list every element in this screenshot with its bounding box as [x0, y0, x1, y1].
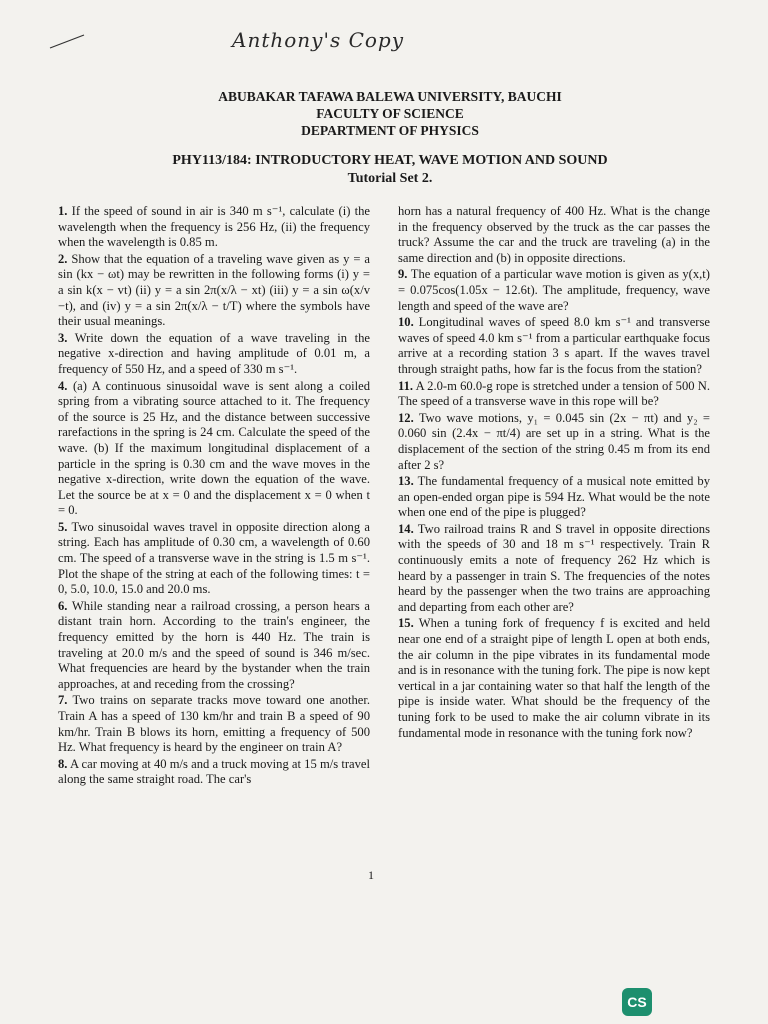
right-column [398, 204, 710, 789]
institution-header [150, 88, 630, 139]
course-title: PHY113/184: INTRODUCTORY HEAT, WAVE MOTION AND SOUND [172, 153, 608, 168]
question-item: 10. Longitudinal waves of speed 8.0 km s⁻¹ and transverse waves of speed 4.0 km s⁻¹ from a particular earthquake focus arrive at a recording station 3 s apart. If the waves travel through straight paths, how far is the focus from the station? [398, 315, 710, 376]
question-item: horn has a natural frequency of 400 Hz. What is the change in the frequency observed by the truck as the car passes the truck? Assume the car and the truck are traveling (a) in the same direction and (b) in opposite directions. [398, 204, 710, 265]
question-columns [58, 204, 710, 789]
question-item: 4. (a) A continuous sinusoidal wave is sent along a coiled spring from a vibrating source attached to it. The frequency of the source is 25 Hz, and the distance between successive rarefactions in the spring is 24 cm. Calculate the speed of the wave. (b) If the maximum longitudinal displacement of a particle in the spring is 0.30 cm and the wave moves in the negative x-direction, write down the equation of the wave. Let the source be at x = 0 and the displacement x = 0 when t = 0. [58, 378, 370, 518]
question-item: 9. The equation of a particular wave motion is given as y(x,t) = 0.075cos(1.05x − 12.6t). The amplitude, frequency, wave length and speed of the wave are? [398, 267, 710, 313]
question-item: 1. If the speed of sound in air is 340 m s⁻¹, calculate (i) the wavelength when the frequency is 256 Hz, (ii) the frequency when the wavelength is 0.85 m. [58, 204, 371, 250]
question-item: 15. When a tuning fork of frequency f is excited and held near one end of a straight pipe of length L open at both ends, the air column in the pipe vibrates in its fundamental mode and is in resonance with the tuning fork. The pipe is now kept vertical in a jar containing water so that half the length of the pipe is inside water. What should be the frequency of the tuning fork to be used to make the air column vibrate in its fundamental mode in resonance with the tuning fork now? [398, 616, 710, 740]
question-item: 5. Two sinusoidal waves travel in opposite direction along a string. Each has amplitude of 0.30 cm, a wavelength of 0.60 cm. The speed of a transverse wave in the string is 1.5 m s⁻¹. Plot the shape of the string at each of the following times: t = 0, 5.0, 10.0, 15.0 and 20.0 ms. [58, 519, 370, 597]
question-item: 13. The fundamental frequency of a musical note emitted by an open-ended organ pipe is 594 Hz. What would be the note when one end of the pipe is plugged? [398, 474, 710, 520]
question-item: 6. While standing near a railroad crossing, a person hears a distant train horn. According to the train's engineer, the frequency emitted by the horn is 440 Hz. The train is traveling at 20.0 m/s and the speed of sound is 346 m/sec. What frequencies are heard by the bystander when the train approaches, at and receding from the crossing? [58, 598, 370, 691]
course-heading [140, 152, 640, 188]
page-number: 1 [368, 868, 374, 882]
question-item: 14. Two railroad trains R and S travel in opposite directions with the speeds of 30 and 18 m s⁻¹ respectively. Train R continuously emits a note of frequency 262 Hz which is heard by a passenger in train S. The frequencies of the notes heard by the passenger when the two trains are approaching and departing from each other are? [398, 521, 710, 614]
camscanner-badge-icon: CS [622, 988, 652, 1016]
university-name: ABUBAKAR TAFAWA BALEWA UNIVERSITY, BAUCHI [218, 89, 562, 104]
tutorial-subtitle: Tutorial Set 2. [347, 171, 433, 186]
question-item: 7. Two trains on separate tracks move toward one another. Train A has a speed of 130 km/hr and train B a speed of 90 km/hr. Train B blows its horn, emitting a frequency of 500 Hz. What frequency is heard by the engineer on train A? [58, 693, 370, 755]
question-item: 2. Show that the equation of a traveling wave given as y = a sin (kx − ωt) may be rewritten in the following forms (i) y = a sin k(x − vt) (ii) y = a sin 2π(x/λ − xt) (iii) y = a sin ω(x/v −t), and (iv) y = a sin 2π(x/λ − t/T) where the symbols have their usual meanings. [58, 251, 370, 329]
question-item: 8. A car moving at 40 m/s and a truck moving at 15 m/s travel along the same straight road. The car's [58, 756, 370, 787]
question-item: 3. Write down the equation of a wave traveling in the negative x-direction and having amplitude of 0.01 m, a frequency of 550 Hz, and a speed of 330 m s⁻¹. [58, 330, 370, 376]
handwritten-note: Anthony's Copy [232, 28, 405, 52]
department-name: DEPARTMENT OF PHYSICS [301, 123, 479, 138]
question-item: 12. Two wave motions, y₁ = 0.045 sin (2x − πt) and y₂ = 0.060 sin (2.4x − πt/4) are set up in a string. What is the displacement of the section of the string 0.45 m from its end after 2 s? [398, 410, 711, 472]
pen-stroke-mark [48, 32, 88, 52]
left-column [58, 204, 370, 789]
question-item: 11. A 2.0-m 60.0-g rope is stretched under a tension of 500 N. The speed of a transverse wave in this rope will be? [398, 378, 710, 409]
faculty-name: FACULTY OF SCIENCE [316, 106, 464, 121]
